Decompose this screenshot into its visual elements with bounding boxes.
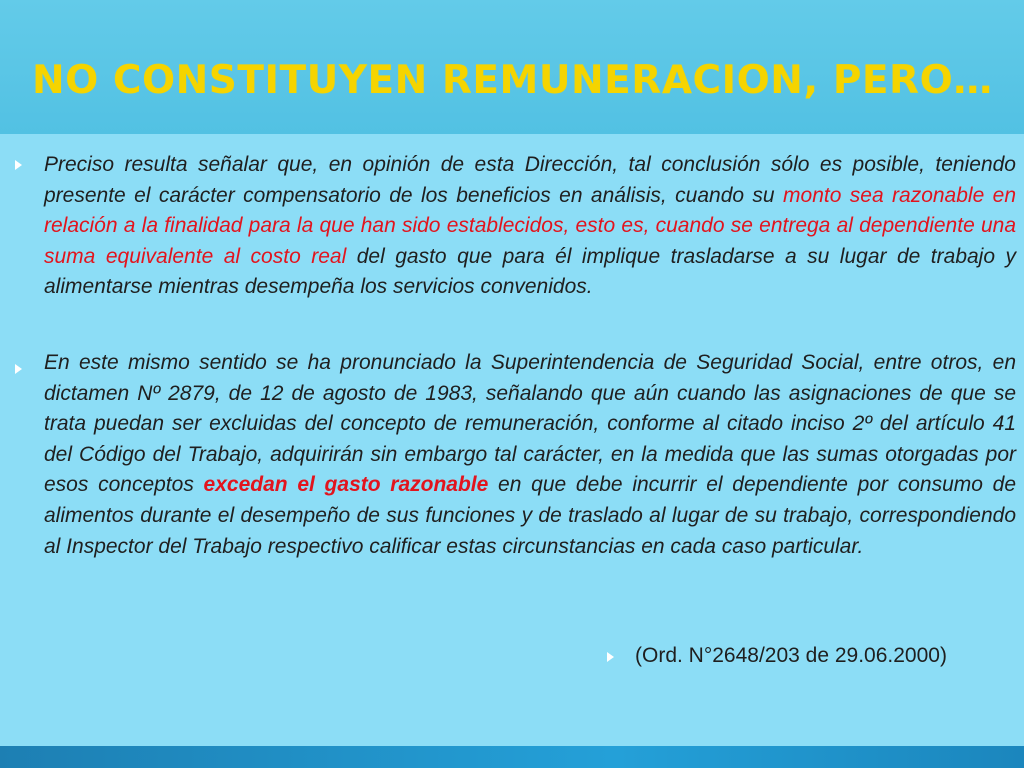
- paragraph-2: [44, 348, 1016, 562]
- slide-title: NO CONSTITUYEN REMUNERACION, PERO…: [32, 58, 993, 103]
- paragraph-1-highlight: monto sea razonable en relación a la finalidad para la que han sido establecidos, esto es, cuando se entrega al dependiente una suma equivalente al costo real: [44, 183, 1016, 268]
- paragraph-2-highlight: excedan el gasto razonable: [203, 473, 489, 497]
- paragraph-1: [44, 150, 1016, 303]
- paragraph-1-text-start: Preciso resulta señalar que, en opinión de esta Dirección, tal conclusión sólo es posible, teniendo presente el carácter compensatorio de los beneficios en análisis, cuando su: [44, 153, 1016, 207]
- paragraph-1-text-end: del gasto que para él implique trasladarse a su lugar de trabajo y alimentarse mientras desempeña los servicios convenidos.: [44, 244, 1016, 299]
- slide-content: [0, 134, 1024, 746]
- paragraph-2-text-start: En este mismo sentido se ha pronunciado la Superintendencia de Seguridad Social, entre otros, en dictamen Nº 2879, de 12 de agosto de 1983, señalando que aún cuando las asignaciones de que se trata puedan ser excluidas del concepto de remuneración, conforme al citado inciso 2º del artículo 41 del Código del Trabajo, adquirirán sin embargo tal carácter, en la medida que las sumas otorgadas por esos conceptos: [44, 351, 1016, 497]
- bottom-bar: [0, 746, 1024, 768]
- title-band: [0, 0, 1024, 134]
- paragraph-2-text-end: en que debe incurrir el dependiente por consumo de alimentos durante el desempeño de sus funciones y de traslado al lugar de su trabajo, correspondiendo al Inspector del Trabajo respectivo calificar estas circunstancias en cada caso particular.: [44, 473, 1017, 558]
- reference-citation: (Ord. N°2648/203 de 29.06.2000): [635, 644, 947, 667]
- triangle-bullet-icon: [15, 364, 22, 374]
- triangle-bullet-icon: [15, 160, 22, 170]
- triangle-bullet-icon: [607, 652, 614, 662]
